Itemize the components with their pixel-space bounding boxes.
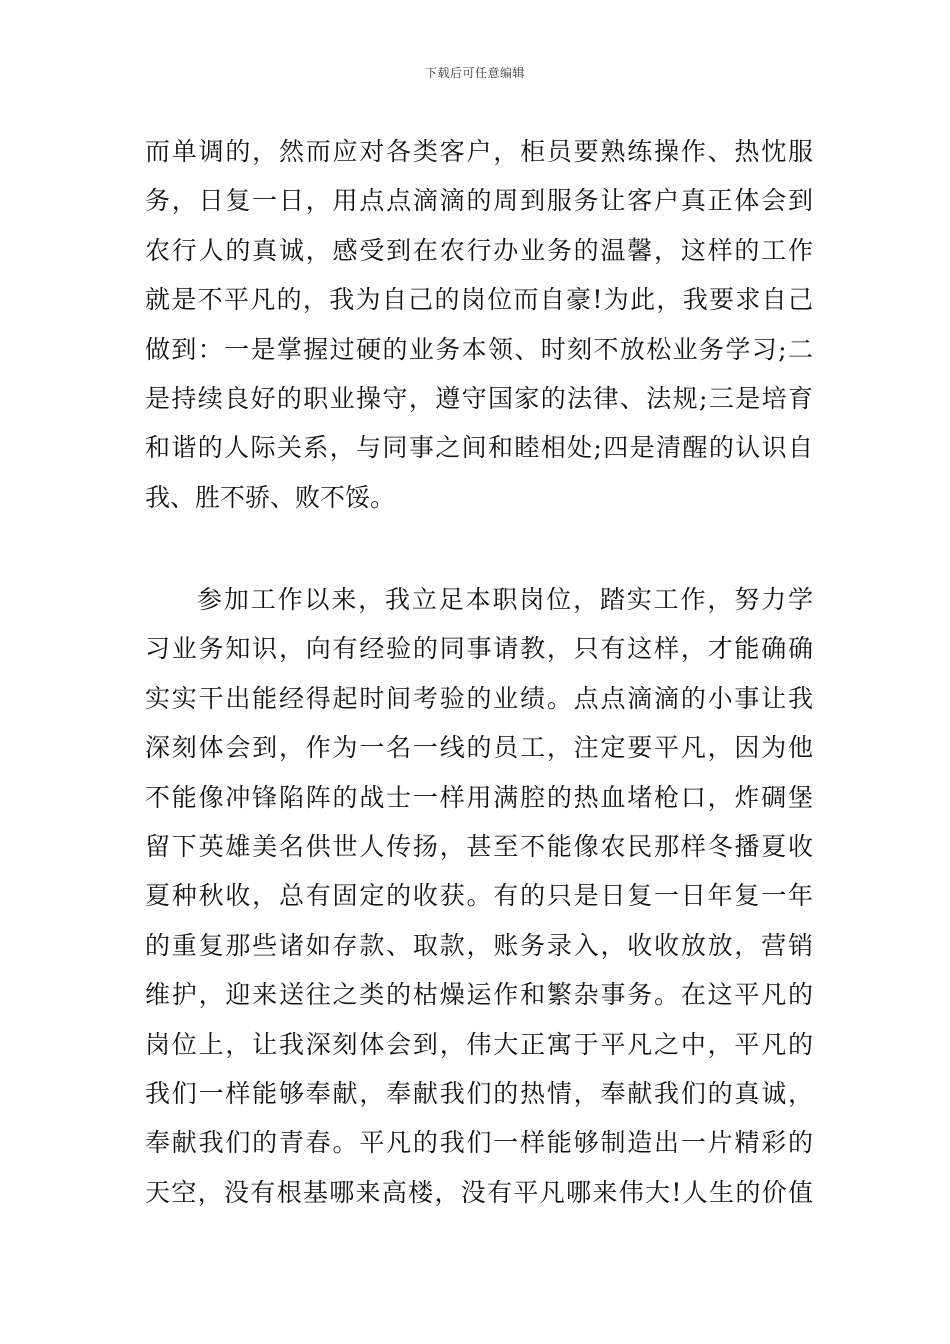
text-line: 和谐的人际关系，与同事之间和睦相处;四是清醒的认识自 [145, 433, 813, 463]
text-line: 就是不平凡的，我为自己的岗位而自豪!为此，我要求自己 [145, 285, 813, 315]
text-line: 奉献我们的青春。平凡的我们一样能够制造出一片精彩的 [145, 1128, 813, 1158]
text-line: 天空，没有根基哪来高楼，没有平凡哪来伟大!人生的价值 [145, 1177, 813, 1207]
text-line: 我们一样能够奉献，奉献我们的热情，奉献我们的真诚， [145, 1078, 813, 1108]
text-line: 深刻体会到，作为一名一线的员工，注定要平凡，因为他 [145, 733, 813, 763]
text-line: 夏种秋收，总有固定的收获。有的只是日复一日年复一年 [145, 881, 813, 911]
text-line: 做到：一是掌握过硬的业务本领、时刻不放松业务学习;二 [145, 334, 813, 364]
text-line: 务，日复一日，用点点滴滴的周到服务让客户真正体会到 [145, 186, 813, 216]
paragraph-1 [145, 127, 813, 522]
text-line: 不能像冲锋陷阵的战士一样用满腔的热血堵枪口，炸碉堡 [145, 782, 813, 812]
text-line: 而单调的，然而应对各类客户，柜员要熟练操作、热忱服 [145, 137, 813, 166]
text-line: 留下英雄美名供世人传扬，甚至不能像农民那样冬播夏收 [145, 831, 813, 861]
text-line: 维护，迎来送往之类的枯燥运作和繁杂事务。在这平凡的 [145, 980, 813, 1010]
text-line: 岗位上，让我深刻体会到，伟大正寓于平凡之中，平凡的 [145, 1029, 813, 1059]
text-line: 参加工作以来，我立足本职岗位，踏实工作，努力学 [197, 585, 813, 614]
text-line: 实实干出能经得起时间考验的业绩。点点滴滴的小事让我 [145, 683, 813, 713]
text-line: 的重复那些诸如存款、取款，账务录入，收收放放，营销 [145, 930, 813, 960]
paragraph-2 [145, 575, 813, 1217]
text-line: 我、胜不骄、败不馁。 [145, 482, 396, 512]
text-line: 习业务知识，向有经验的同事请教，只有这样，才能确确 [145, 634, 813, 664]
text-line: 农行人的真诚，感受到在农行办业务的温馨，这样的工作 [145, 235, 813, 265]
text-line: 是持续良好的职业操守，遵守国家的法律、法规;三是培育 [145, 383, 813, 413]
page-header: 下载后可任意编辑 [424, 66, 525, 80]
